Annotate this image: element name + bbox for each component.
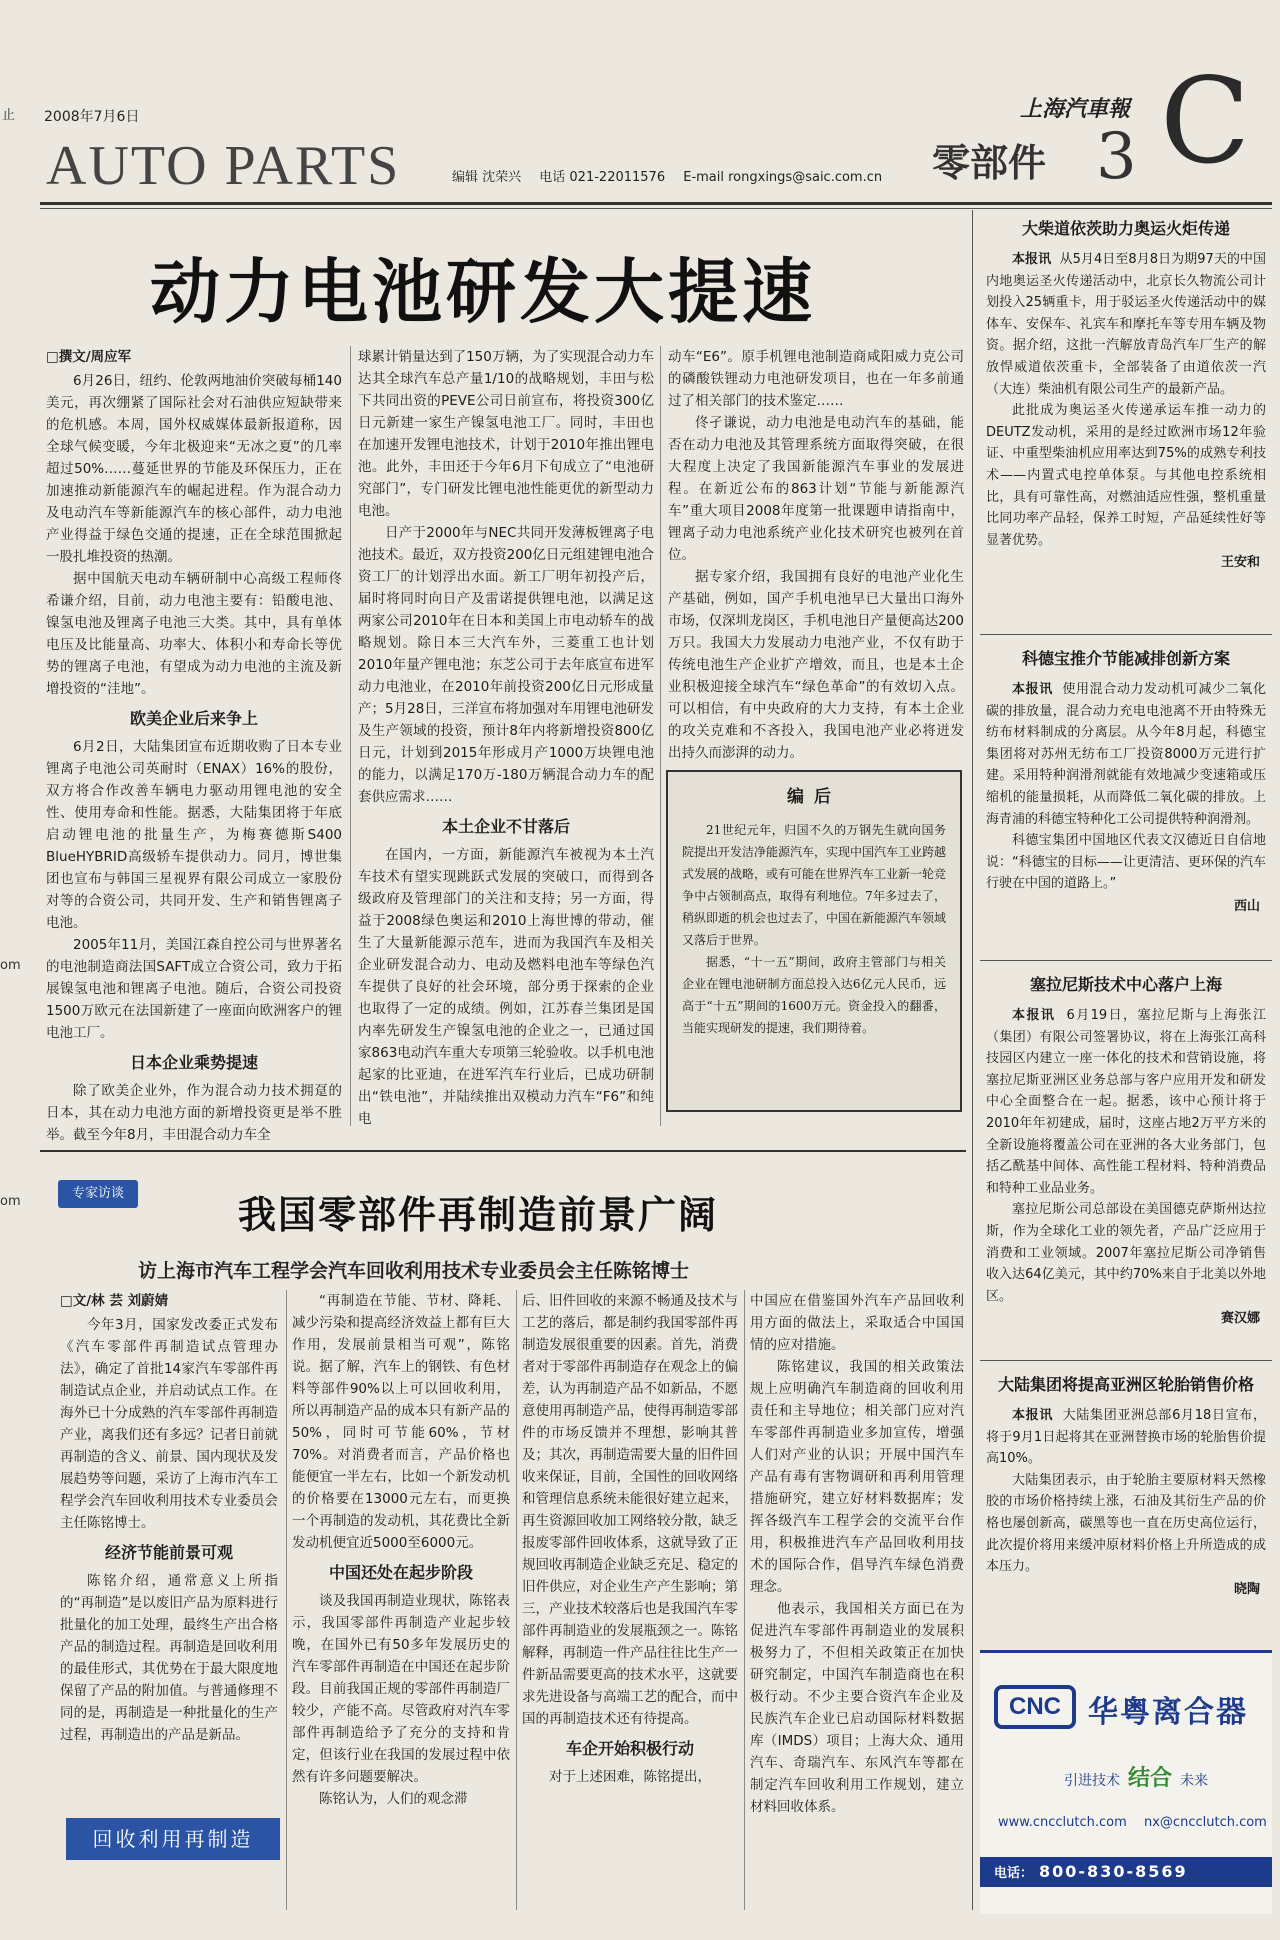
ad-brand-name: 华粤离合器: [1088, 1695, 1248, 1730]
editors-note-paragraph: 据悉，“十一五”期间，政府主管部门与相关企业在锂电池研制方面总投入达6亿元人民币，远高于“十五”期间的1600万元。资金投入的翻番，当能实现研发的提速，我们期待着。: [682, 955, 946, 1035]
ad-phone-number: 800-830-8569: [1039, 1862, 1188, 1881]
column-divider: [516, 1290, 517, 1910]
paragraph-text: 从5月4日至8月8日为期97天的中国内地奥运圣火传递活动中，北京长久物流公司计划投入25辆重卡，用于驳运圣火传递活动中的媒体车、安保车、礼宾车和摩托车等专用车辆及物资。据介绍，这批一汽解放青岛汽车厂生产的解放悍威道依茨重卡，全部装备了由道依茨一汽（大连）柴油机有限公司生产的最新产品。: [986, 252, 1266, 397]
column-divider: [744, 1290, 745, 1910]
brief-title: 大陆集团将提高亚洲区轮胎销售价格: [997, 1375, 1254, 1394]
newspaper-logo: 上海汽車報: [1020, 96, 1131, 122]
paragraph: 大陆集团表示，由于轮胎主要原材料天然橡胶的市场价格持续上涨，石油及其衍生产品的价格也屡创新高，碳黑等也一直在历史高位运行，此次提价将用来缓冲原材料价格上升所造成的成本压力。: [986, 1472, 1266, 1575]
paragraph: [986, 249, 1266, 400]
subheading: 车企开始积极行动: [565, 1739, 694, 1758]
margin-fragment: om: [0, 958, 21, 973]
brief-title: 科德宝推介节能减排创新方案: [1021, 649, 1230, 668]
main-column-1: [46, 346, 342, 1143]
editor-line: [452, 166, 896, 185]
brief-title: 塞拉尼斯技术中心落户上海: [1029, 975, 1222, 994]
ad-slogan-part: 引进技术: [1064, 1773, 1120, 1789]
news-tag: 本报讯: [1012, 682, 1053, 697]
paragraph: 陈铭建议，我国的相关政策法规上应明确汽车制造商的回收利用责任和主导地位；相关部门应对汽车零部件再制造业多加宣传，增强人们对产业的认识；开展中国汽车产品有毒有害物调研和再利用管理措施研究，建立好材料数据库；发挥各级汽车工程学会的交流平台作用，积极推进汽车产品回收利用技术的国际合作，倡导汽车绿色消费理念。: [750, 1359, 964, 1595]
news-tag: 本报讯: [1012, 252, 1052, 267]
paragraph: 球累计销量达到了150万辆，为了实现混合动力车达其全球汽车总产量1/10的战略规划，丰田与松下共同出资的PEVE公司日前宣布，将投资300亿日元新建一家生产镍氢电池工厂。同时，丰田也在加速开发锂电池技术，计划于2010年推出锂电池。此外，丰田还于今年6月下旬成立了“电池研究部门”，专门研发比锂电池性能更优的新型动力电池。: [358, 349, 654, 519]
paragraph: 陈铭认为，人们的观念滞: [319, 1791, 468, 1807]
news-tag: 本报讯: [1012, 1008, 1056, 1023]
paragraph: [986, 1005, 1266, 1199]
feature-column-1: [60, 1290, 278, 1808]
paragraph: 谈及我国再制造业现状，陈铭表示，我国零部件再制造产业起步较晚，在国外已有50多年发展历史的汽车零部件再制造在中国还在起步阶段。目前我国正规的零部件再制造厂较少，产能不高。尽管政府对汽车零部件再制造给予了充分的支持和肯定，但该行业在我国的发展过程中依然有许多问题要解决。: [292, 1593, 510, 1785]
cnc-logo: CNC: [994, 1685, 1076, 1729]
editor-phone: 电话 021-22011576: [539, 170, 666, 185]
brief-story: [980, 210, 1272, 570]
paragraph: 中国应在借鉴国外汽车产品回收利用方面的做法上，采取适合中国国情的应对措施。: [750, 1293, 964, 1353]
paragraph: 据中国航天电动车辆研制中心高级工程师佟希谦介绍，目前，动力电池主要有：铅酸电池、镍氢电池及锂离子电池三大类。其中，具有单体电压及比能量高、功率大、体积小和寿命长等优势的锂离子电池，有望成为动力电池的主流及新增投资的“洼地”。: [46, 571, 342, 697]
column-divider: [286, 1290, 287, 1910]
feature-tag: 专家访谈: [58, 1180, 138, 1208]
paragraph: 他表示，我国相关方面已在为促进汽车零部件再制造业的发展积极努力了，不但相关政策正在加快研究制定，中国汽车制造商也在积极行动。不少主要合资汽车企业及民族汽车企业已启动国际材料数据库（IMDS）项目；上海大众、通用汽车、奇瑞汽车、东风汽车等都在制定汽车回收利用工作规划，建立材料回收体系。: [750, 1601, 964, 1815]
column-divider: [660, 346, 661, 1126]
paragraph: 陈铭介绍，通常意义上所指的“再制造”是以废旧产品为原料进行批量化的加工处理，最终生产出合格产品的制造过程。再制造是回收利用的最佳形式，其优势在于最大限度地保留了产品的附加值。与普通修理不同的是，再制造是一种批量化的生产过程，再制造出的产品是新品。: [60, 1573, 278, 1743]
paragraph: 佟孑谦说，动力电池是电动汽车的基础，能否在动力电池及其管理系统方面取得突破，在很大程度上决定了我国新能源汽车事业的发展进程。在新近公布的863计划“节能与新能源汽车”重大项目2008年度第一批课题申请指南中，锂离子动力电池系统产业化技术研究也被列在首位。: [668, 415, 964, 563]
ad-phone-bar: [980, 1857, 1272, 1887]
editor-name: 编辑 沈荣兴: [452, 170, 522, 185]
feature-byline: □文/林 芸 刘蔚婧: [60, 1293, 169, 1309]
paragraph: 对于上述困难，陈铭提出，: [549, 1769, 711, 1785]
paragraph-text: 6月19日，塞拉尼斯与上海张江（集团）有限公司签署协议，将在上海张江高科技园区内建立一座一体化的技术和营销设施，将塞拉尼斯亚洲区业务总部与客户应用开发和研发中心全面整合在一起。据悉，该中心预计将于2010年年初建成，届时，这座占地2万平方米的全新设施将覆盖公司在亚洲的各大业务部门，包括乙酰基中间体、高性能工程材料、特种消费品和特种工业品业务。: [986, 1008, 1266, 1196]
sidebar-divider: [972, 210, 973, 1910]
paragraph: [986, 679, 1266, 830]
editors-note-title: 编后: [787, 787, 841, 807]
brief-author: 赛汉娜: [1220, 1311, 1260, 1327]
paragraph: 动车“E6”。原手机锂电池制造商咸阳威力克公司的磷酸铁锂动力电池研发项目，也在一年多前通过了相关部门的技术鉴定……: [668, 349, 964, 409]
ad-slogan-highlight: 结合: [1128, 1766, 1173, 1791]
paragraph: 此批成为奥运圣火传递承运车推一动力的DEUTZ发动机，采用的是经过欧洲市场12年验证、中重型柴油机应用率达到75%的成熟专利技术——内置式电控单体泵。与其他电控系统相比，具有可靠性高，对燃油适应性强，整机重量比同功率产品轻，保养工时短，产品延续性好等显著优势。: [986, 403, 1266, 548]
brief-divider: [980, 960, 1272, 961]
margin-fragment: 止: [2, 108, 16, 123]
brief-author: 王安和: [1220, 555, 1260, 571]
editors-note-box: [666, 770, 962, 1112]
news-tag: 本报讯: [1012, 1408, 1054, 1423]
paragraph: 塞拉尼斯公司总部设在美国德克萨斯州达拉斯，作为全球化工业的领先者，产品广泛应用于消费和工业领域。2007年塞拉尼斯公司净销售收入达64亿美元，其中约70%来自于北美以外地区。: [986, 1202, 1266, 1304]
section-title-cn: 零部件: [932, 140, 1047, 185]
paragraph: 在国内，一方面，新能源汽车被视为本土汽车技术有望实现跳跃式发展的突破口，而得到各级政府及管理部门的关注和支持；另一方面，得益于2008绿色奥运和2010上海世博的带动，催生了大量新能源示范车，进而为我国汽车及相关企业研发混合动力、电动及燃料电池车等绿色汽车提供了良好的社会环境，部分勇于探索的企业也取得了一定的成绩。例如，江苏春兰集团是国内率先研发生产镍氢电池的企业之一，已通过国家863电动汽车重大专项第三轮验收。以手机电池起家的比亚迪，在进军汽车行业后，已成功研制出“铁电池”，并陆续推出双模动力汽车“F6”和纯电: [358, 847, 654, 1127]
masthead-rule-thin: [40, 208, 1272, 209]
paragraph-text: 使用混合动力发动机可减少二氧化碳的排放量，混合动力充电电池离不开由特殊无纺布材料制成的分离层。从今年8月起，科德宝集团将对苏州无纺布工厂投资8000万元进行扩建。采用特种润滑剂就能有效地减少变速箱或压缩机的能量损耗，从而降低二氧化碳的排放。上海青浦的科德宝特种化工公司提供特种润滑剂。: [986, 682, 1266, 827]
paragraph: [986, 1405, 1266, 1470]
brief-author: 晓陶: [1233, 1581, 1260, 1597]
paragraph: 6月26日，纽约、伦敦两地油价突破每桶140美元，再次绷紧了国际社会对石油供应短缺带来的危机感。本周，国外权威媒体最新报道称，因全球气候变暖，今年北极迎来“无冰之夏”的几率超过50%……蔓延世界的节能及环保压力，正在加速推动新能源汽车的崛起进程。作为混合动力及电动汽车等新能源汽车的核心部件，动力电池产业得益于绿色交通的提速，正在全球范围掀起一股扎堆投资的热潮。: [46, 373, 342, 565]
main-byline: □撰文/周应军: [46, 349, 132, 365]
feature-column-2: [292, 1290, 510, 1910]
clutch-advertisement: [980, 1650, 1272, 1914]
subheading: 本土企业不甘落后: [441, 817, 570, 836]
feature-column-3: [522, 1290, 738, 1910]
subheading: 欧美企业后来争上: [129, 709, 258, 728]
brief-divider: [980, 634, 1272, 635]
ad-email: nx@cncclutch.com: [1144, 1815, 1267, 1830]
paragraph: 据专家介绍，我国拥有良好的电池产业化生产基础，例如，国产手机电池早已大量出口海外市场，仅深圳龙岗区，手机电池日产量便高达200万只。我国大力发展动力电池产业，不仅有助于传统电池生产企业扩产增效，而且，也是本土企业积极迎接全球汽车“绿色革命”的有效切入点。可以相信，有中央政府的大力支持，有本土企业的攻关克难和不吝投入，我国电池产业必将迸发出持久而澎湃的动力。: [668, 569, 964, 761]
paragraph: 2005年11月，美国江森自控公司与世界著名的电池制造商法国SAFT成立合资公司，致力于拓展镍氢电池和锂离子电池。随后，合资公司投资1500万欧元在法国新建了一座面向欧洲客户的锂电池工厂。: [46, 937, 342, 1041]
subheading: 日本企业乘势提速: [129, 1053, 258, 1072]
paragraph: “再制造在节能、节材、降耗、减少污染和提高经济效益上都有巨大作用，发展前景相当可观”，陈铭说。据了解，汽车上的钢铁、有色材料等部件90%以上可以回收利用，所以再制造产品的成本只有新产品的50%，同时可节能60%，节材70%。对消费者而言，产品价格也能便宜一半左右，比如一个新发动机的价格要在13000元左右，而更换一个再制造的发动机，其花费比全新发动机便宜近5000至6000元。: [292, 1293, 510, 1551]
masthead-rule: [40, 202, 1272, 205]
brief-story: [980, 1366, 1272, 1597]
brief-title: 大柴道依茨助力奥运火炬传递: [1021, 219, 1230, 238]
subheading: 中国还处在起步阶段: [328, 1563, 473, 1582]
issue-date: 2008年7月6日: [44, 109, 140, 125]
page-number: 3: [1096, 120, 1137, 194]
paragraph: 除了欧美企业外，作为混合动力技术拥趸的日本，其在动力电池方面的新增投资更是举不胜举。截至今年8月，丰田混合动力车全: [46, 1083, 342, 1143]
feature-subtitle: 访上海市汽车工程学会汽车回收利用技术专业委员会主任陈铭博士: [138, 1260, 690, 1282]
main-column-2: [358, 346, 654, 1132]
paragraph: 日产于2000年与NEC共同开发薄板锂离子电池技术。最近，双方投资200亿日元组建锂电池合资工厂的计划浮出水面。新工厂明年初投产后，届时将同时向日产及雷诺提供锂电池，以满足这两家公司2010年在日本和美国上市电动轿车的战略规划。除日本三大汽车外，三菱重工也计划2010年量产锂电池；东芝公司于去年底宣布进军动力电池业，在2010年前投资200亿日元形成量产；5月28日，三洋宣布将加强对车用锂电池研发及生产领域的投资，预计8年内将新增投资800亿日元，计划到2015年形成月产1000万块锂电池的能力，以满足170万-180万辆混合动力车的配套供应需求……: [358, 525, 654, 805]
brief-story: [980, 640, 1272, 914]
paragraph-text: 大陆集团亚洲总部6月18日宣布，将于9月1日起将其在亚洲替换市场的轮胎售价提高10%。: [986, 1408, 1266, 1467]
main-headline: 动力电池研发大提速: [150, 251, 816, 333]
feature-headline: 我国零部件再制造前景广阔: [238, 1192, 719, 1237]
editors-note-paragraph: 21世纪元年，归国不久的万钢先生就向国务院提出开发洁净能源汽车，实现中国汽车工业跨越式发展的战略，或有可能在世界汽车工业新一轮竞争中占领制高点，取得有利地位。7年多过去了，稍纵即逝的机会也过去了，中国在新能源汽车领域又落后于世界。: [682, 823, 947, 947]
ad-slogan-part: 未来: [1180, 1773, 1209, 1789]
feature-column-4: [750, 1290, 964, 1910]
feature-banner: 回收利用再制造: [66, 1818, 280, 1860]
main-column-3: [668, 346, 964, 760]
news-brief-sidebar: [980, 210, 1272, 1610]
ad-slogan: [1064, 1761, 1208, 1792]
paragraph: 后、旧件回收的来源不畅通及技术与工艺的落后，都是制约我国零部件再制造发展很重要的因素。首先，消费者对于零部件再制造存在观念上的偏差，认为再制造产品不如新品，不愿意使用再制造产品，使得再制造零部件的市场反馈并不理想，影响其普及；其次，再制造需要大量的旧件回收来保证，目前，全国性的回收网络和管理信息系统未能很好建立起来，再生资源回收加工网络较分散，缺乏报废零部件回收体系，这就导致了正规回收再制造企业缺乏充足、稳定的旧件供应，对企业生产产生影响；第三，产业技术较落后也是我国汽车零部件再制造业的发展瓶颈之一。陈铭解释，再制造一件产品往往比生产一件新品需要更高的技术水平，这就要求先进设备与高端工艺的配合，而中国的再制造技术还有待提高。: [522, 1293, 738, 1727]
feature-top-rule: [40, 1150, 966, 1152]
brief-author: 西山: [1233, 898, 1260, 914]
ad-website: www.cncclutch.com: [998, 1815, 1127, 1830]
ad-phone-label: 电话：: [994, 1866, 1034, 1881]
section-letter: C: [1160, 52, 1251, 190]
column-divider: [350, 346, 351, 1126]
paragraph: 今年3月，国家发改委正式发布《汽车零部件再制造试点管理办法》，确定了首批14家汽车零部件再制造试点企业，并启动试点工作。在海外已十分成熟的汽车零部件再制造产业，离我们还有多远？记者日前就再制造的含义、前景、国内现状及发展趋势等问题，采访了上海市汽车工程学会汽车回收利用技术专业委员会主任陈铭博士。: [60, 1317, 278, 1531]
editor-email: E-mail rongxings@saic.com.cn: [683, 170, 883, 185]
brief-story: [980, 966, 1272, 1326]
section-title-en: AUTO PARTS: [46, 135, 401, 197]
subheading: 经济节能前景可观: [104, 1543, 233, 1562]
paragraph: 6月2日，大陆集团宣布近期收购了日本专业锂离子电池公司英耐时（ENAX）16%的股份，双方将合作改善车辆电力驱动用锂电池的安全性、使用寿命和性能。据悉，大陆集团将于年底启动锂电池的批量生产，为梅赛德斯S400 BlueHYBRID高级轿车提供动力。同月，博世集团也宣布与韩国三星视界有限公司成立一家股份对等的合资公司，共同开发、生产和销售锂离子电池。: [46, 739, 342, 931]
brief-divider: [980, 1360, 1272, 1361]
paragraph: 科德宝集团中国地区代表文汉德近日自信地说：“科德宝的目标——让更清洁、更环保的汽车行驶在中国的道路上。”: [986, 833, 1266, 892]
margin-fragment: om: [0, 1194, 21, 1209]
